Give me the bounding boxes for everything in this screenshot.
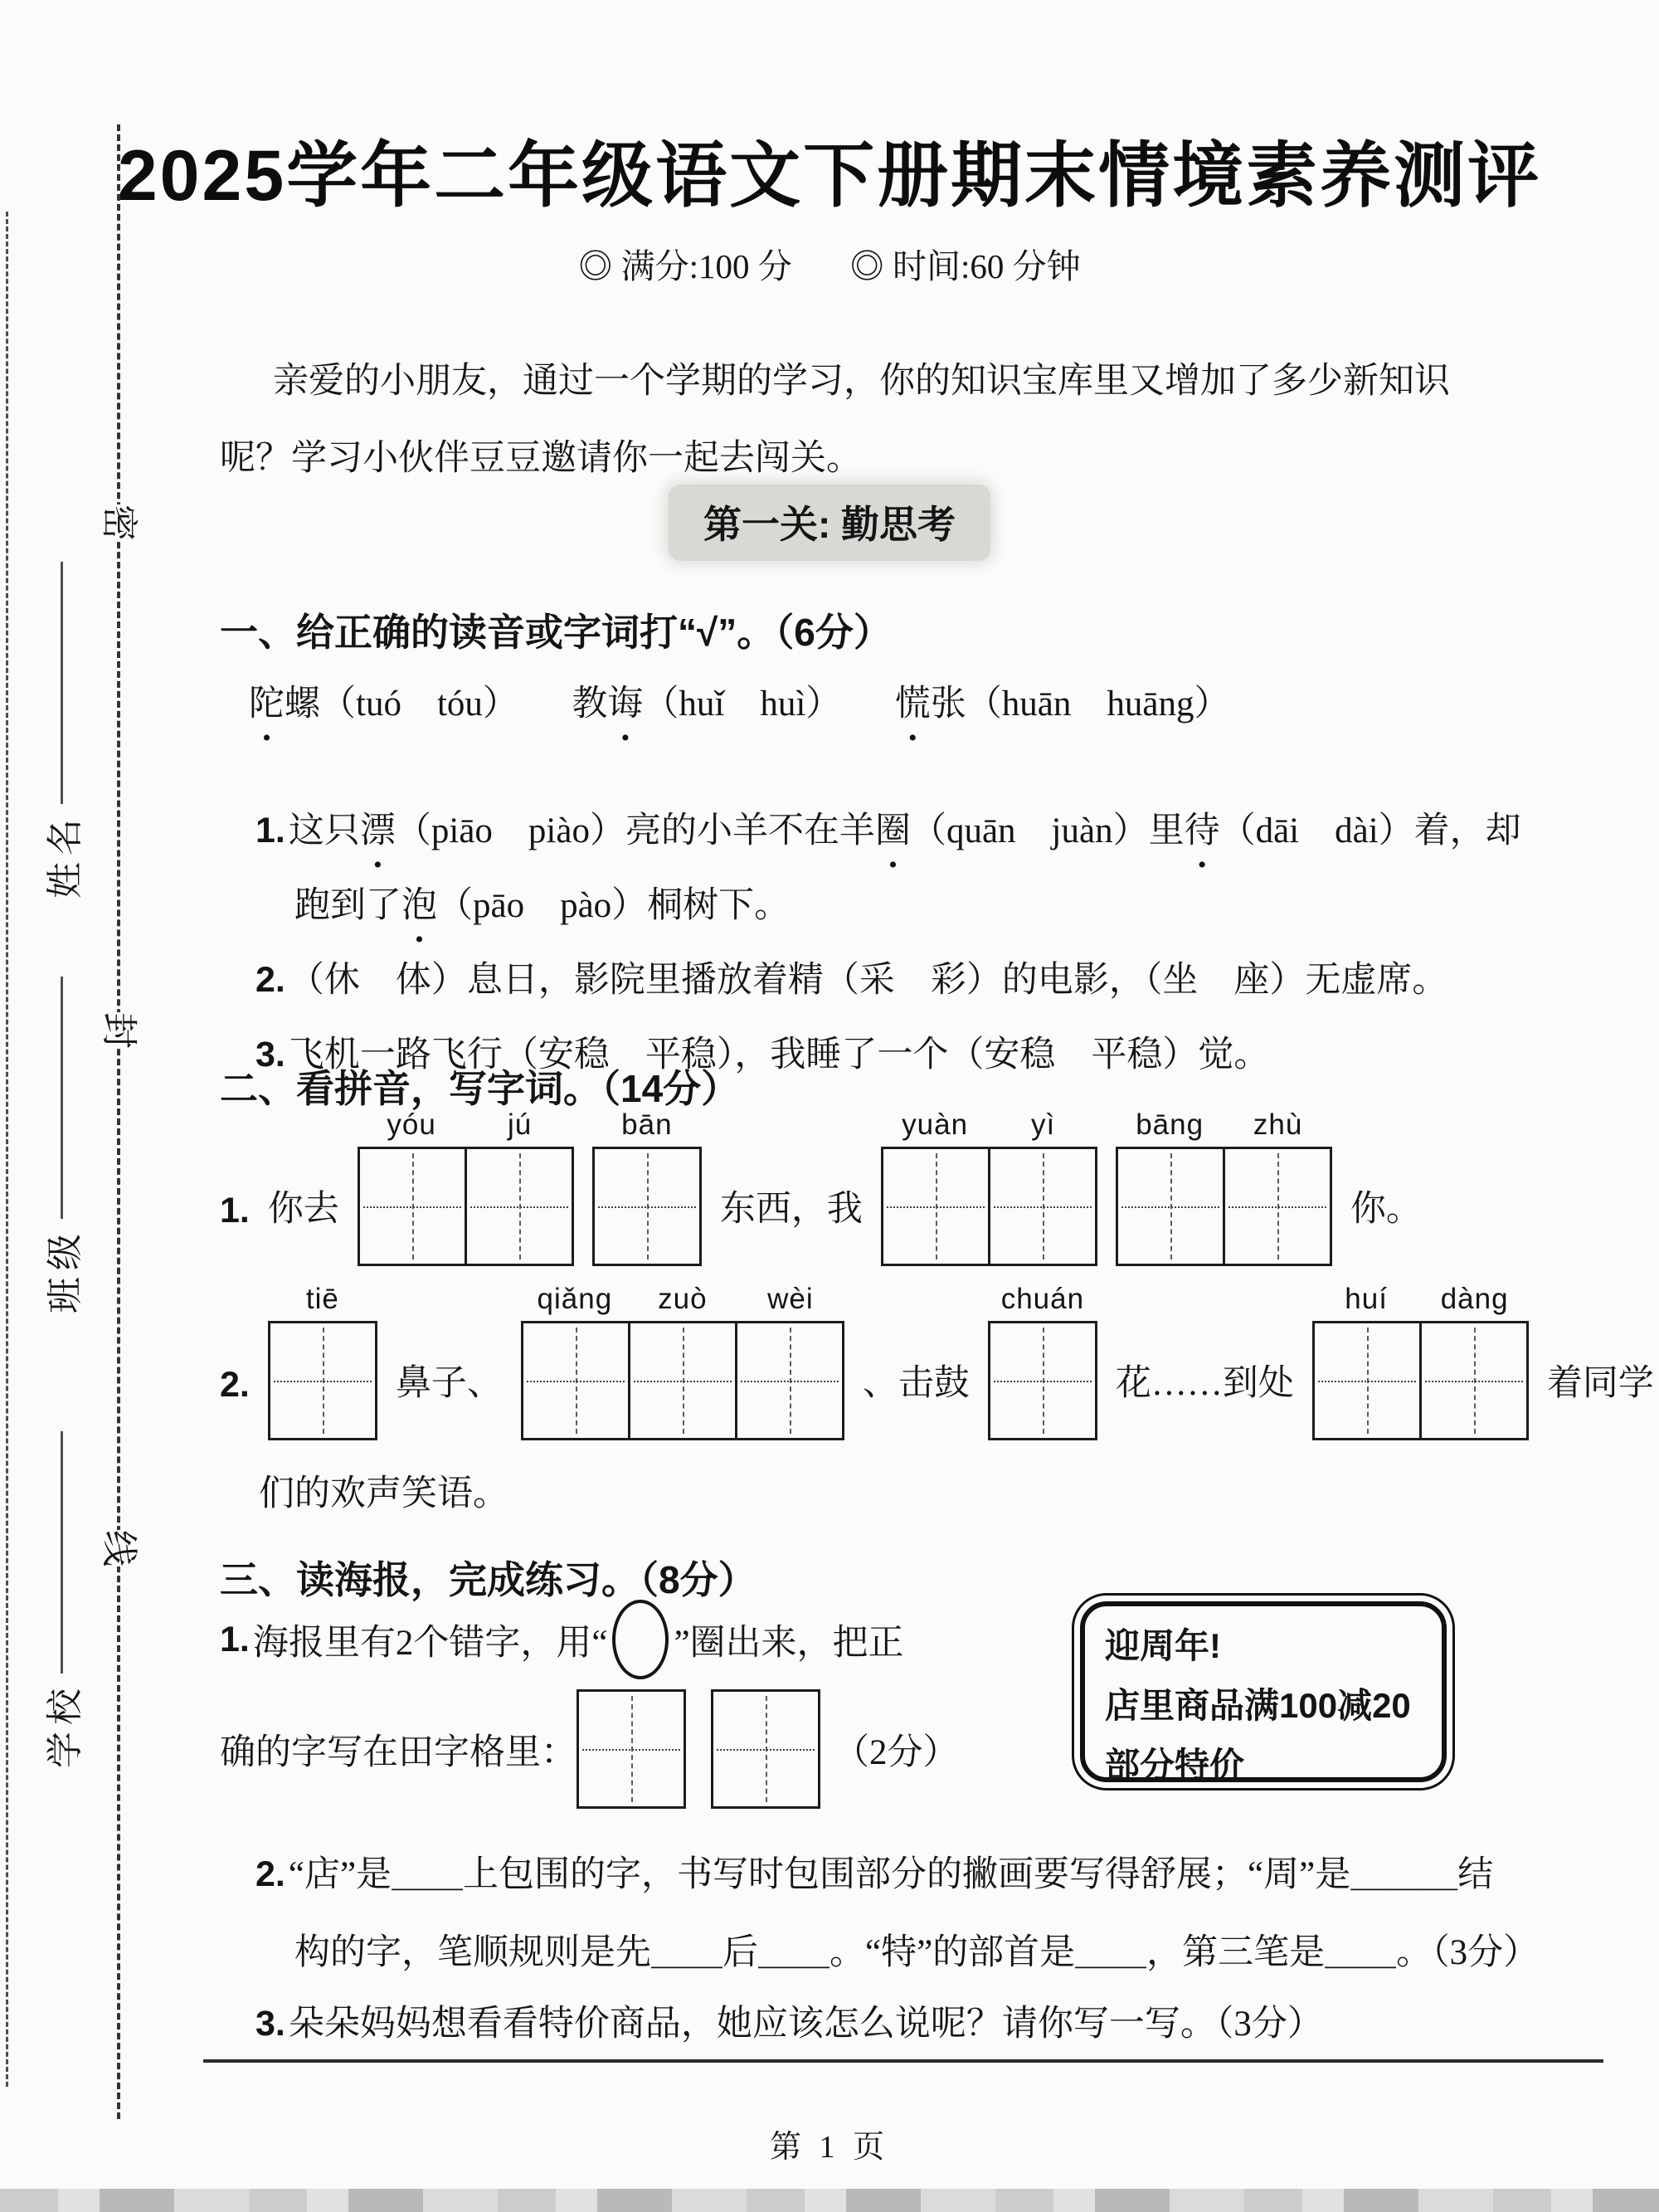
pinyin-label-row (1312, 1284, 1529, 1316)
name-field (35, 562, 88, 899)
pinyin-label-row (268, 1284, 377, 1316)
tianzige-cells (358, 1147, 574, 1266)
tianzige-cell (711, 1689, 820, 1809)
section3-q2-line2: 构的字，笔顺规则是先＿＿后＿＿。“特”的部首是＿＿，第三笔是＿＿。（3分） (294, 1933, 1540, 1972)
section3-title: 三、读海报，完成练习。（8分） (220, 1558, 757, 1601)
section1-options-line: 陀螺（tuó tóu） 教诲（huǐ huì） 慌张（huān huāng） (249, 675, 1229, 726)
tianzige-cell (521, 1321, 630, 1440)
page-title: 2025学年二年级语文下册期末情境素养测评 (117, 136, 1542, 216)
dotted-character: 待 (1184, 811, 1220, 850)
row-text: 你。 (1350, 1190, 1422, 1229)
row-text: 着同学 (1546, 1364, 1654, 1403)
tianzige-cells (1116, 1147, 1332, 1266)
pinyin-write-row-1 (220, 1110, 1422, 1266)
tianzige-cells (521, 1321, 844, 1440)
tianzige-cell (268, 1321, 377, 1440)
promo-poster (1072, 1593, 1455, 1791)
tianzige-cell (592, 1147, 702, 1266)
section3-q2-line1: 2.“店”是＿＿上包围的字，书写时包围部分的撇画要写得舒展；“周”是＿＿＿结 (255, 1854, 1494, 1894)
tianzige-cells (988, 1321, 1097, 1440)
section1-item2: 2.（休 体）息日，影院里播放着精（采 彩）的电影，（坐 座）无虚席。 (255, 960, 1448, 1000)
section1-item1-line2: 跑到了泡（pāo pào）桐树下。 (259, 836, 790, 968)
school-field (35, 1431, 88, 1768)
q1-line-2: 确的字写在田字格里： （2分） (220, 1689, 1058, 1809)
tianzige-cell (358, 1147, 467, 1266)
tianzige-cell (1116, 1147, 1225, 1266)
tianzige-cell (577, 1689, 686, 1809)
item-number: 3. (255, 1035, 285, 1074)
poster-line-1: 迎周年! (1105, 1626, 1221, 1665)
section3-q1 (220, 1600, 1058, 1809)
pinyin-grid-group (358, 1110, 574, 1266)
pinyin-label-row (358, 1110, 574, 1142)
school-field-blank (61, 1431, 63, 1674)
tianzige-cell (1223, 1147, 1332, 1266)
exam-meta (0, 239, 1659, 288)
tianzige-cell (1312, 1321, 1422, 1440)
pinyin-grid-group (268, 1284, 377, 1440)
tianzige-cell (988, 1321, 1097, 1440)
name-field-blank (61, 562, 63, 804)
poster-line-2: 店里商品满100减20 (1105, 1686, 1411, 1725)
tianzige-cell (988, 1147, 1097, 1266)
pinyin-label: tiē (305, 1283, 339, 1315)
section3-q3: 3.朵朵妈妈想看看特价商品，她应该怎么说呢？请你写一写。（3分） (255, 2004, 1323, 2044)
pinyin-grid-group (988, 1284, 1097, 1440)
row-text: 你去 (267, 1190, 339, 1229)
pinyin-label-row (521, 1284, 844, 1316)
pinyin-write-row-2 (220, 1284, 1654, 1440)
intro-line-2: 呢？学习小伙伴豆豆邀请你一起去闯关。 (220, 439, 862, 478)
item-number: 1. (255, 811, 285, 850)
row-text: 花……到处 (1115, 1364, 1294, 1403)
intro-line-1: 亲爱的小朋友，通过一个学期的学习，你的知识宝库里又增加了多少新知识 (273, 362, 1450, 401)
pinyin-label: dàng (1440, 1283, 1509, 1315)
name-field-label: 姓名 (45, 812, 85, 899)
class-field-label: 班级 (45, 1227, 85, 1313)
class-field (35, 977, 88, 1313)
pinyin-label: zuò (658, 1283, 708, 1315)
seal-char-xian: 线 (99, 1530, 139, 1566)
stage-badge: 第一关: 勤思考 (669, 485, 990, 561)
dotted-character: 漂 (359, 811, 396, 850)
pinyin-label: wèi (767, 1283, 814, 1315)
tianzige-cells (1312, 1321, 1529, 1440)
seal-char-feng: 封 (99, 1012, 139, 1049)
item-number: 2. (255, 960, 285, 1000)
class-field-blank (61, 977, 63, 1219)
row-text: 、击鼓 (862, 1364, 970, 1403)
section1-item1-line1: 1.这只漂（piāo piào）亮的小羊不在羊圈（quān juàn）里待（dāi dài）着，却 (220, 762, 1521, 894)
tianzige-cell (1419, 1321, 1529, 1440)
dotted-character: 陀 (249, 685, 285, 724)
school-field-label: 学校 (45, 1682, 85, 1768)
pinyin-label: yóu (387, 1108, 436, 1141)
item-number: 1. (220, 1619, 250, 1659)
q1-line-1: 1. 海报里有2个错字，用“ ”圈出来，把正 (220, 1600, 1058, 1679)
full-score-label: ◎ 满分:100 分 (578, 247, 792, 285)
pinyin-label: yì (1031, 1108, 1056, 1141)
pinyin-grid-group (1312, 1284, 1529, 1440)
pinyin-label: zhù (1253, 1108, 1303, 1141)
q3-answer-line (203, 2016, 1603, 2063)
tianzige-cell (465, 1147, 574, 1266)
pinyin-label: jú (508, 1108, 533, 1141)
intro-paragraph (220, 343, 1622, 497)
tianzige-cells (592, 1147, 702, 1266)
pinyin-grid-group (592, 1110, 702, 1266)
pinyin-label: huí (1345, 1283, 1388, 1315)
pinyin-label-row (988, 1284, 1097, 1316)
dotted-character: 慌 (894, 685, 931, 724)
seal-dashed-line (117, 124, 120, 2119)
section2-continuation: 们的欢声笑语。 (259, 1474, 508, 1513)
section2-title: 二、看拼音，写字词。（14分） (220, 1067, 740, 1110)
tianzige-cell (628, 1321, 737, 1440)
tianzige-cells (881, 1147, 1097, 1266)
row-text: 鼻子、 (395, 1364, 503, 1403)
seal-char-mi: 密 (99, 504, 139, 541)
dotted-character: 泡 (401, 886, 437, 925)
time-limit-label: ◎ 时间:60 分钟 (849, 247, 1081, 285)
pinyin-label-row (1116, 1110, 1332, 1142)
section1-item3: 3.飞机一路飞行（安稳 平稳），我睡了一个（安稳 平稳）觉。 (255, 1035, 1270, 1074)
q1-score: （2分） (834, 1732, 959, 1772)
pinyin-label: qiǎng (537, 1283, 613, 1315)
promo-poster-inner (1080, 1601, 1447, 1785)
pinyin-grid-group (521, 1284, 844, 1440)
circle-mark-icon (612, 1600, 669, 1679)
dotted-character: 圈 (874, 811, 911, 850)
pinyin-label: bāng (1136, 1108, 1204, 1141)
page-edge-dashed-line (6, 212, 8, 2087)
pinyin-label: chuán (1000, 1283, 1085, 1315)
page-number: 第 1 页 (769, 2130, 889, 2165)
poster-line-3: 部分特价 (1105, 1746, 1245, 1785)
answer-tianzige-cells (577, 1689, 820, 1809)
row-text: 2. (220, 1365, 250, 1405)
pinyin-label: bān (621, 1108, 673, 1141)
tianzige-cell (881, 1147, 990, 1266)
pinyin-label-row (592, 1110, 702, 1142)
pinyin-label-row (881, 1110, 1097, 1142)
scan-noise-strip (0, 2189, 1659, 2212)
row-text: 1. (220, 1191, 250, 1230)
dotted-character: 诲 (607, 685, 644, 724)
item-number: 2. (255, 1854, 285, 1894)
pinyin-grid-group (1116, 1110, 1332, 1266)
pinyin-grid-group (881, 1110, 1097, 1266)
section1-title: 一、给正确的读音或字词打“√”。（6分） (220, 611, 892, 654)
tianzige-cells (268, 1321, 377, 1440)
tianzige-cell (735, 1321, 844, 1440)
item-number: 3. (255, 2004, 285, 2044)
pinyin-label: yuàn (902, 1108, 969, 1141)
row-text: 东西，我 (719, 1190, 863, 1229)
